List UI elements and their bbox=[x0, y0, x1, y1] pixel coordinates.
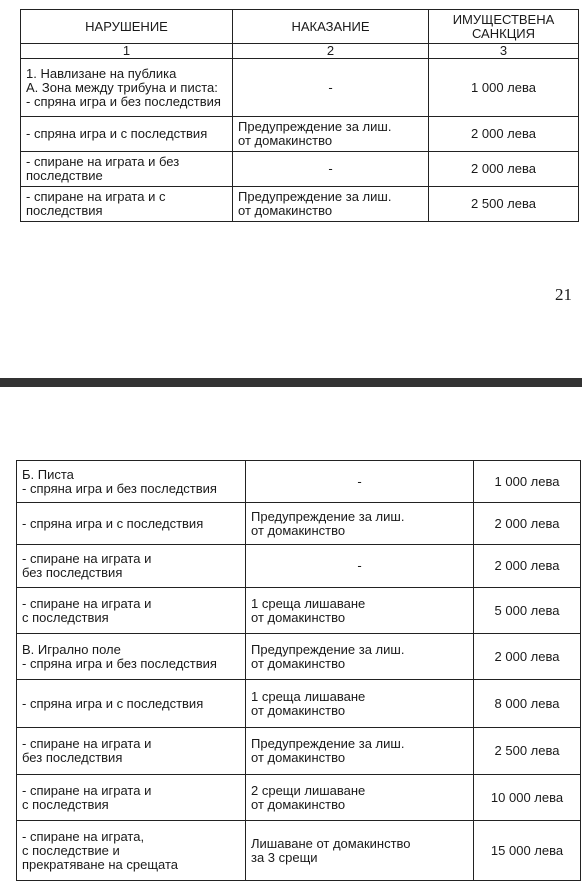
col-number-2: 2 bbox=[233, 44, 429, 59]
violation-cell: - спиране на играта и без последствия bbox=[17, 728, 246, 775]
table-row bbox=[17, 728, 581, 775]
sanction-cell: 10 000 лева bbox=[474, 775, 581, 821]
sanction-cell: 2 000 лева bbox=[429, 152, 579, 187]
violation-cell: - спиране на играта и с последствия bbox=[17, 775, 246, 821]
sanction-cell: 5 000 лева bbox=[474, 588, 581, 634]
penalty-cell: 1 среща лишаване от домакинство bbox=[246, 680, 474, 728]
violation-cell: - спиране на играта и с последствия bbox=[17, 588, 246, 634]
violation-cell: - спряна игра и с последствия bbox=[17, 503, 246, 545]
header-sanction: ИМУЩЕСТВЕНА САНКЦИЯ bbox=[429, 10, 579, 44]
sanction-cell: 2 000 лева bbox=[474, 634, 581, 680]
violation-cell: - спиране на играта и без последствие bbox=[21, 152, 233, 187]
penalty-cell: - bbox=[233, 152, 429, 187]
table-row bbox=[17, 680, 581, 728]
penalty-cell: 2 срещи лишаване от домакинство bbox=[246, 775, 474, 821]
penalty-cell: - bbox=[233, 59, 429, 117]
sanction-cell: 8 000 лева bbox=[474, 680, 581, 728]
header-row bbox=[21, 10, 579, 44]
sanction-cell: 15 000 лева bbox=[474, 821, 581, 881]
violation-cell: В. Игрално поле - спряна игра и без последствия bbox=[17, 634, 246, 680]
violation-cell: - спиране на играта и с последствия bbox=[21, 187, 233, 222]
penalty-cell: 1 среща лишаване от домакинство bbox=[246, 588, 474, 634]
table-row bbox=[17, 461, 581, 503]
penalties-table-bottom bbox=[16, 460, 581, 881]
table-row bbox=[17, 821, 581, 881]
violation-cell: 1. Навлизане на публика А. Зона между трибуна и писта: - спряна игра и без последствия bbox=[21, 59, 233, 117]
table-row bbox=[17, 775, 581, 821]
penalty-cell: Предупреждение за лиш. от домакинство bbox=[233, 117, 429, 152]
penalties-table-top bbox=[20, 9, 579, 222]
sanction-cell: 2 000 лева bbox=[474, 545, 581, 588]
violation-cell: - спряна игра и с последствия bbox=[21, 117, 233, 152]
table-row bbox=[17, 545, 581, 588]
penalty-cell: Предупреждение за лиш. от домакинство bbox=[246, 503, 474, 545]
sanction-cell: 2 000 лева bbox=[474, 503, 581, 545]
violation-cell: Б. Писта - спряна игра и без последствия bbox=[17, 461, 246, 503]
sanction-cell: 1 000 лева bbox=[474, 461, 581, 503]
penalty-cell: - bbox=[246, 545, 474, 588]
penalty-cell: Предупреждение за лиш. от домакинство bbox=[233, 187, 429, 222]
column-number-row bbox=[21, 44, 579, 59]
page-number: 21 bbox=[555, 285, 572, 304]
col-number-1: 1 bbox=[21, 44, 233, 59]
table-row bbox=[21, 117, 579, 152]
sanction-cell: 2 500 лева bbox=[429, 187, 579, 222]
col-number-3: 3 bbox=[429, 44, 579, 59]
penalty-cell: - bbox=[246, 461, 474, 503]
sanction-cell: 2 500 лева bbox=[474, 728, 581, 775]
violation-cell: - спряна игра и с последствия bbox=[17, 680, 246, 728]
header-penalty: НАКАЗАНИЕ bbox=[233, 10, 429, 44]
table-row bbox=[17, 588, 581, 634]
table-row bbox=[17, 634, 581, 680]
penalty-cell: Предупреждение за лиш. от домакинство bbox=[246, 634, 474, 680]
sanction-cell: 1 000 лева bbox=[429, 59, 579, 117]
penalty-cell: Предупреждение за лиш. от домакинство bbox=[246, 728, 474, 775]
page-divider bbox=[0, 378, 582, 387]
table-row bbox=[17, 503, 581, 545]
violation-cell: - спиране на играта и без последствия bbox=[17, 545, 246, 588]
table-row bbox=[21, 187, 579, 222]
header-violation: НАРУШЕНИЕ bbox=[21, 10, 233, 44]
penalty-cell: Лишаване от домакинство за 3 срещи bbox=[246, 821, 474, 881]
sanction-cell: 2 000 лева bbox=[429, 117, 579, 152]
table-row bbox=[21, 59, 579, 117]
violation-cell: - спиране на играта, с последствие и прекратяване на срещата bbox=[17, 821, 246, 881]
table-row bbox=[21, 152, 579, 187]
